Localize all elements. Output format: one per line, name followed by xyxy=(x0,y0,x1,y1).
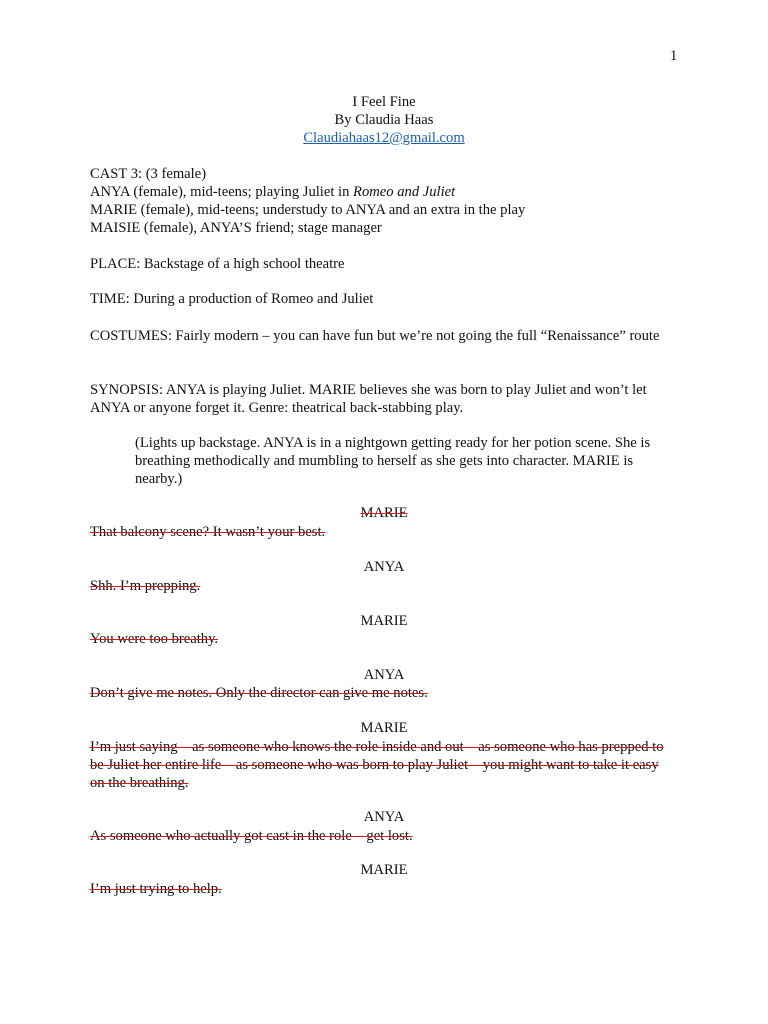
place-line: PLACE: Backstage of a high school theatre xyxy=(90,256,345,272)
cast-maisie: MAISIE (female), ANYA’S friend; stage manager xyxy=(90,220,382,236)
author-email-link[interactable]: Claudiahaas12@gmail.com xyxy=(303,130,465,146)
cast-anya xyxy=(90,184,455,201)
dialogue-line: I’m just saying – as someone who knows the role inside and out – as someone who has prepped to be Juliet her entire life – as someone who was born to play Juliet – you might want to take it easy on the breathing. xyxy=(90,739,664,791)
script-title: I Feel Fine xyxy=(352,94,416,110)
dialogue-line: I’m just trying to help. xyxy=(90,881,222,897)
stage-direction: (Lights up backstage. ANYA is in a nightgown getting ready for her potion scene. She is breathing methodically and mumbling to herself as she gets into character. MARIE is nearby.) xyxy=(135,435,651,487)
synopsis-paragraph: SYNOPSIS: ANYA is playing Juliet. MARIE believes she was born to play Juliet and won’t let ANYA or anyone forget it. Genre: theatrical back-stabbing play. xyxy=(90,382,647,416)
costumes-line: COSTUMES: Fairly modern – you can have fun but we’re not going the full “Renaissance” route xyxy=(90,328,660,344)
dialogue-line: As someone who actually got cast in the role – get lost. xyxy=(90,828,413,844)
time-line: TIME: During a production of Romeo and Juliet xyxy=(90,291,374,307)
dialogue-line: Don’t give me notes. Only the director can give me notes. xyxy=(90,685,428,701)
author-line: By Claudia Haas xyxy=(334,112,434,128)
speaker-name: ANYA xyxy=(363,809,405,825)
speaker-name: MARIE xyxy=(360,613,408,629)
speaker-name: MARIE xyxy=(360,505,408,521)
speaker-name: MARIE xyxy=(360,862,408,878)
cast-anya-text: ANYA (female), mid-teens; playing Juliet in xyxy=(90,184,354,200)
page-number: 1 xyxy=(670,48,678,64)
play-title: Romeo and Juliet xyxy=(353,184,456,200)
cast-heading: CAST 3: (3 female) xyxy=(90,166,207,182)
speaker-name: ANYA xyxy=(363,667,405,683)
dialogue-line: You were too breathy. xyxy=(90,631,219,647)
dialogue-line: That balcony scene? It wasn’t your best. xyxy=(90,524,326,540)
speaker-name: ANYA xyxy=(363,559,405,575)
cast-marie: MARIE (female), mid-teens; understudy to ANYA and an extra in the play xyxy=(90,202,526,218)
speaker-name: MARIE xyxy=(360,720,408,736)
dialogue-line: Shh. I’m prepping. xyxy=(90,578,201,594)
